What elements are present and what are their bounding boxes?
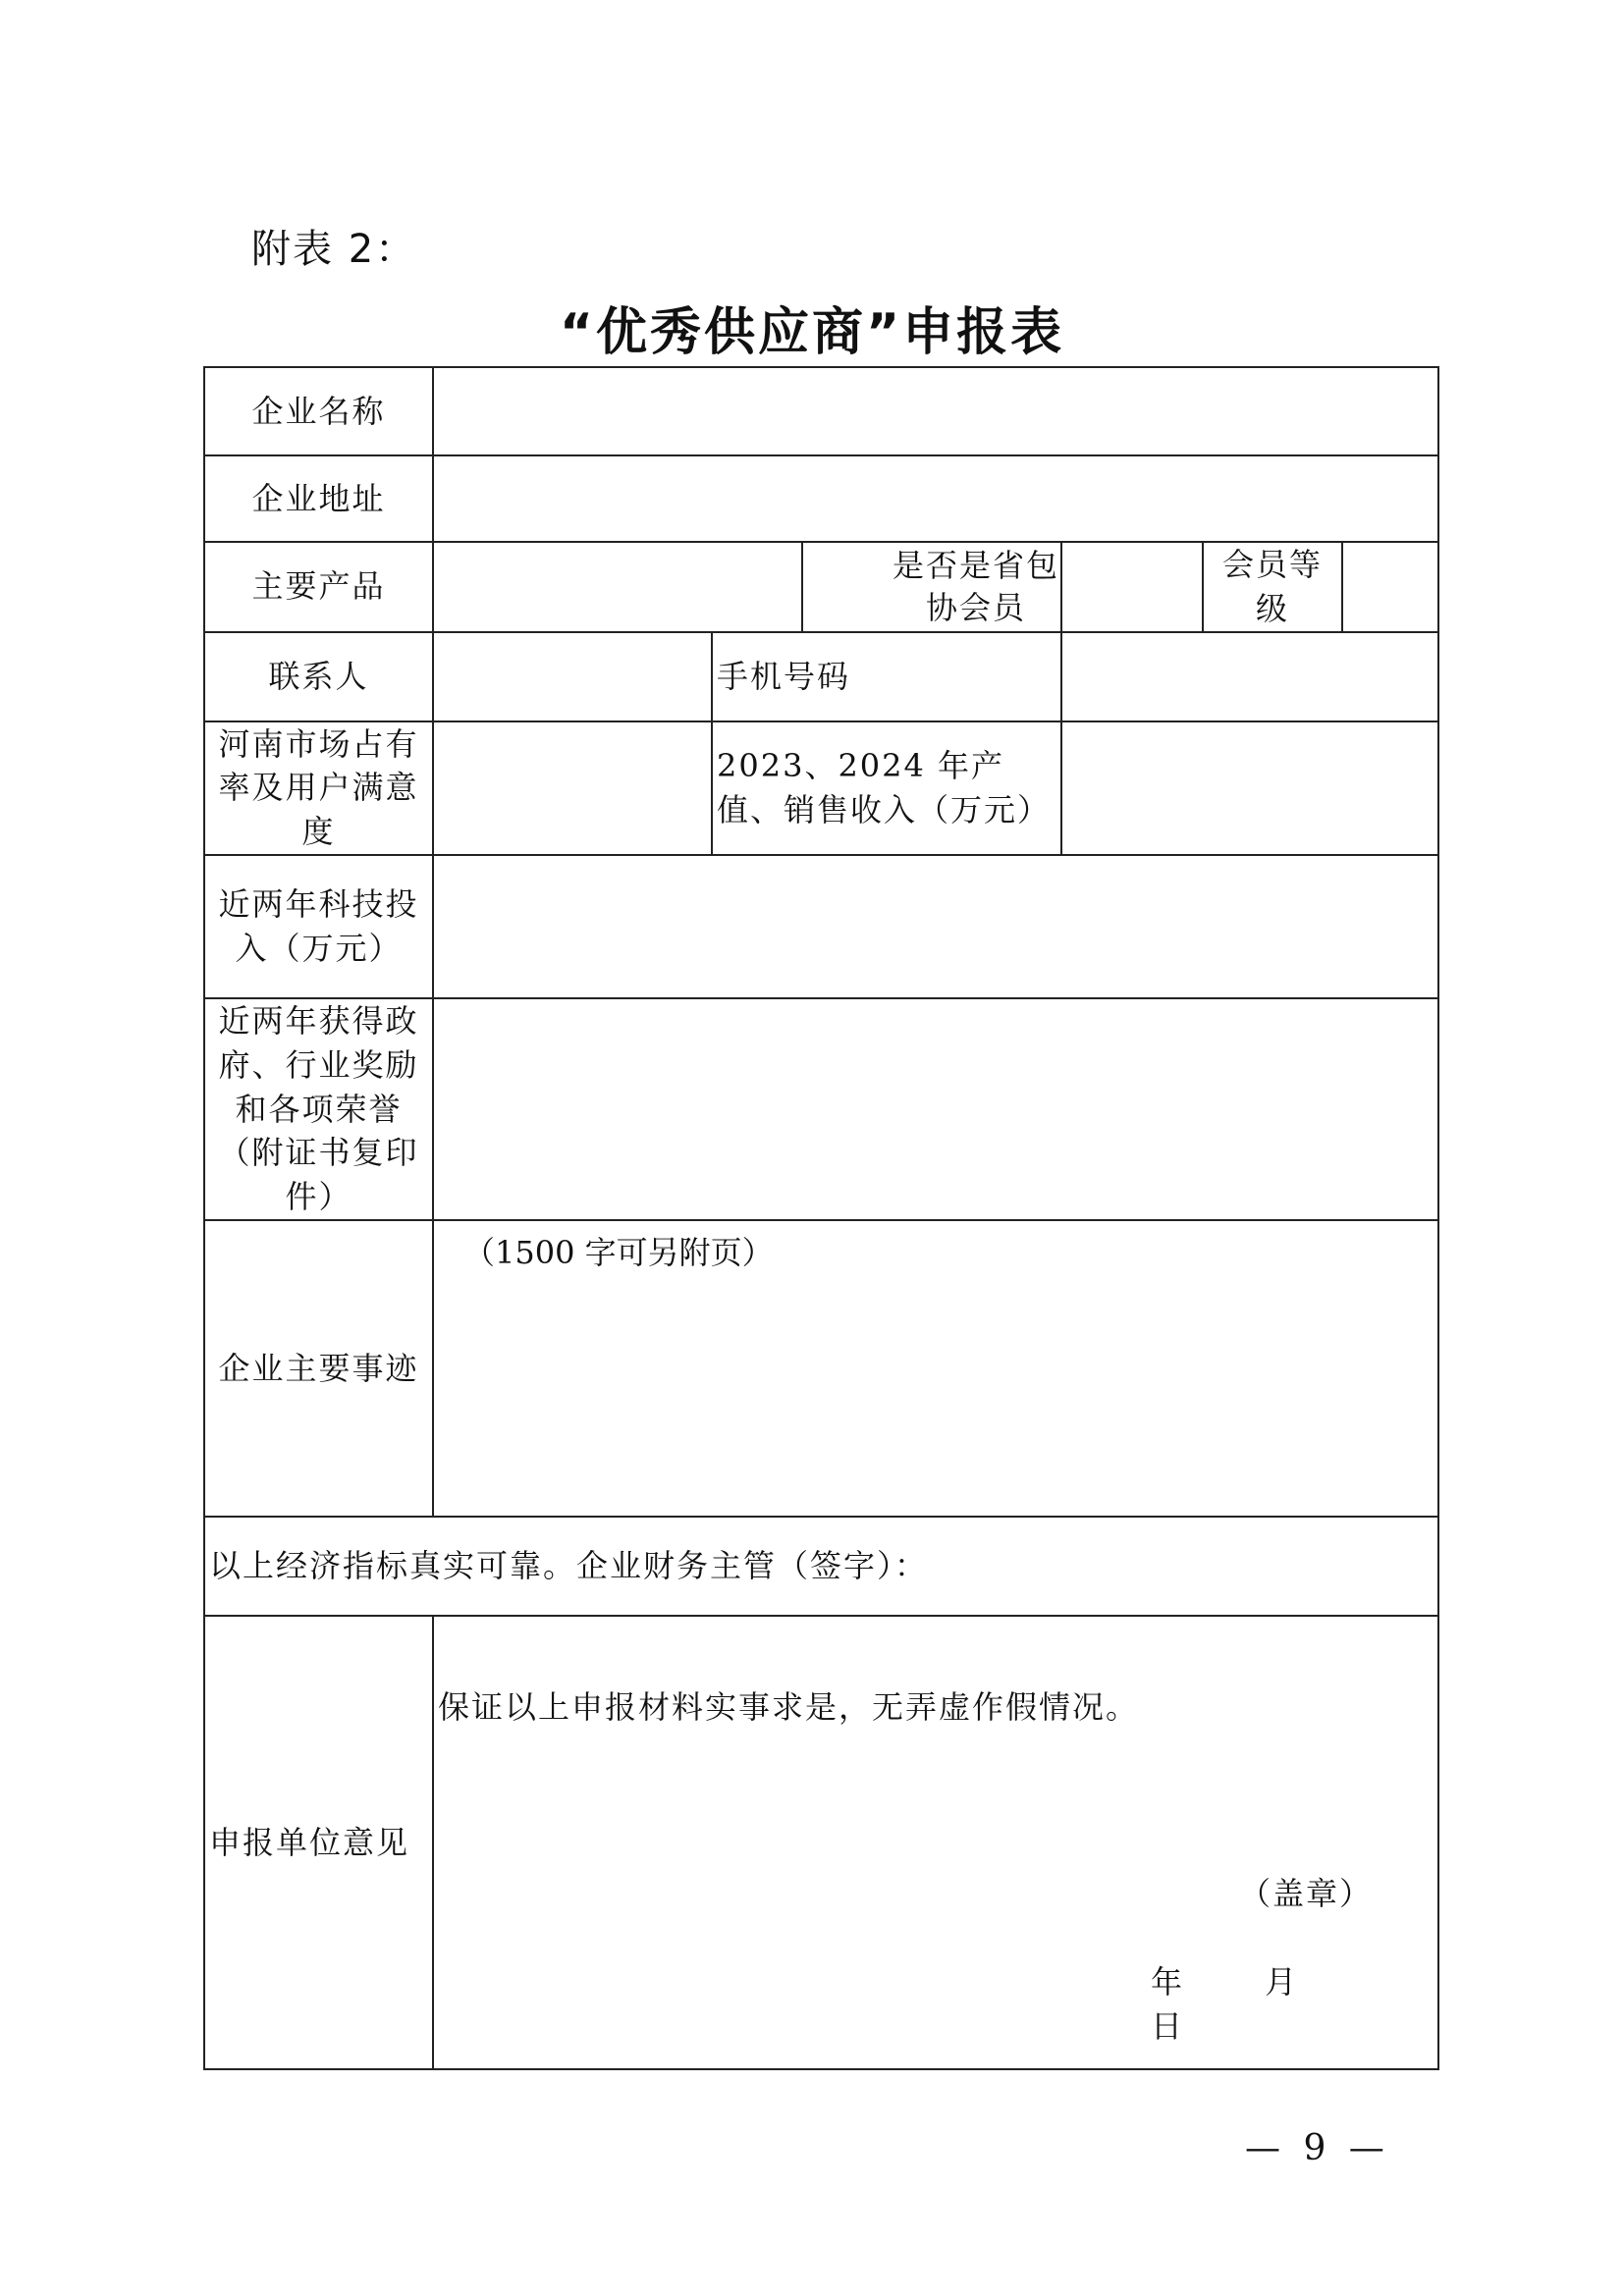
attachment-label: 附表 2： <box>251 227 417 272</box>
achievements-note: （1500 字可另附页） <box>463 1233 774 1271</box>
tech-investment-label: 近两年科技投入（万元） <box>204 855 433 998</box>
opinion-field[interactable] <box>433 1616 1438 2069</box>
tech-investment-field[interactable] <box>433 855 1438 998</box>
is-member-label: 是否是省包协会员 <box>802 542 1061 632</box>
form-title: “优秀供应商”申报表 <box>559 303 1065 362</box>
date-day: 日 <box>1151 2006 1185 2045</box>
date-month: 月 <box>1265 1962 1299 2001</box>
company-name-label: 企业名称 <box>204 367 433 455</box>
revenue-label: 2023、2024 年产值、销售收入（万元） <box>712 721 1061 855</box>
application-form-table <box>203 366 1439 2070</box>
company-address-field[interactable] <box>433 455 1438 542</box>
market-share-field[interactable] <box>433 721 712 855</box>
contact-field[interactable] <box>433 632 712 721</box>
main-products-field[interactable] <box>433 542 802 632</box>
achievements-label: 企业主要事迹 <box>204 1220 433 1517</box>
page-number: — 9 — <box>1245 2128 1390 2168</box>
seal-label: （盖章） <box>1239 1874 1374 1912</box>
contact-label: 联系人 <box>204 632 433 721</box>
date-line <box>1151 1960 1437 2049</box>
member-level-label: 会员等级 <box>1203 542 1342 632</box>
company-name-field[interactable] <box>433 367 1438 455</box>
company-address-label: 企业地址 <box>204 455 433 542</box>
honors-field[interactable] <box>433 998 1438 1220</box>
phone-field[interactable] <box>1061 632 1438 721</box>
member-level-field[interactable] <box>1342 542 1438 632</box>
financial-statement: 以上经济指标真实可靠。企业财务主管（签字）： <box>204 1517 1438 1616</box>
pledge-text: 保证以上申报材料实事求是，无弄虚作假情况。 <box>438 1687 1140 1726</box>
date-year: 年 <box>1151 1962 1185 2001</box>
main-products-label: 主要产品 <box>204 542 433 632</box>
phone-label: 手机号码 <box>712 632 1061 721</box>
opinion-label: 申报单位意见 <box>204 1616 433 2069</box>
revenue-field[interactable] <box>1061 721 1438 855</box>
is-member-field[interactable] <box>1061 542 1203 632</box>
honors-label: 近两年获得政府、行业奖励和各项荣誉（附证书复印件） <box>204 998 433 1220</box>
market-share-label: 河南市场占有率及用户满意度 <box>204 721 433 855</box>
achievements-field[interactable] <box>433 1220 1438 1517</box>
